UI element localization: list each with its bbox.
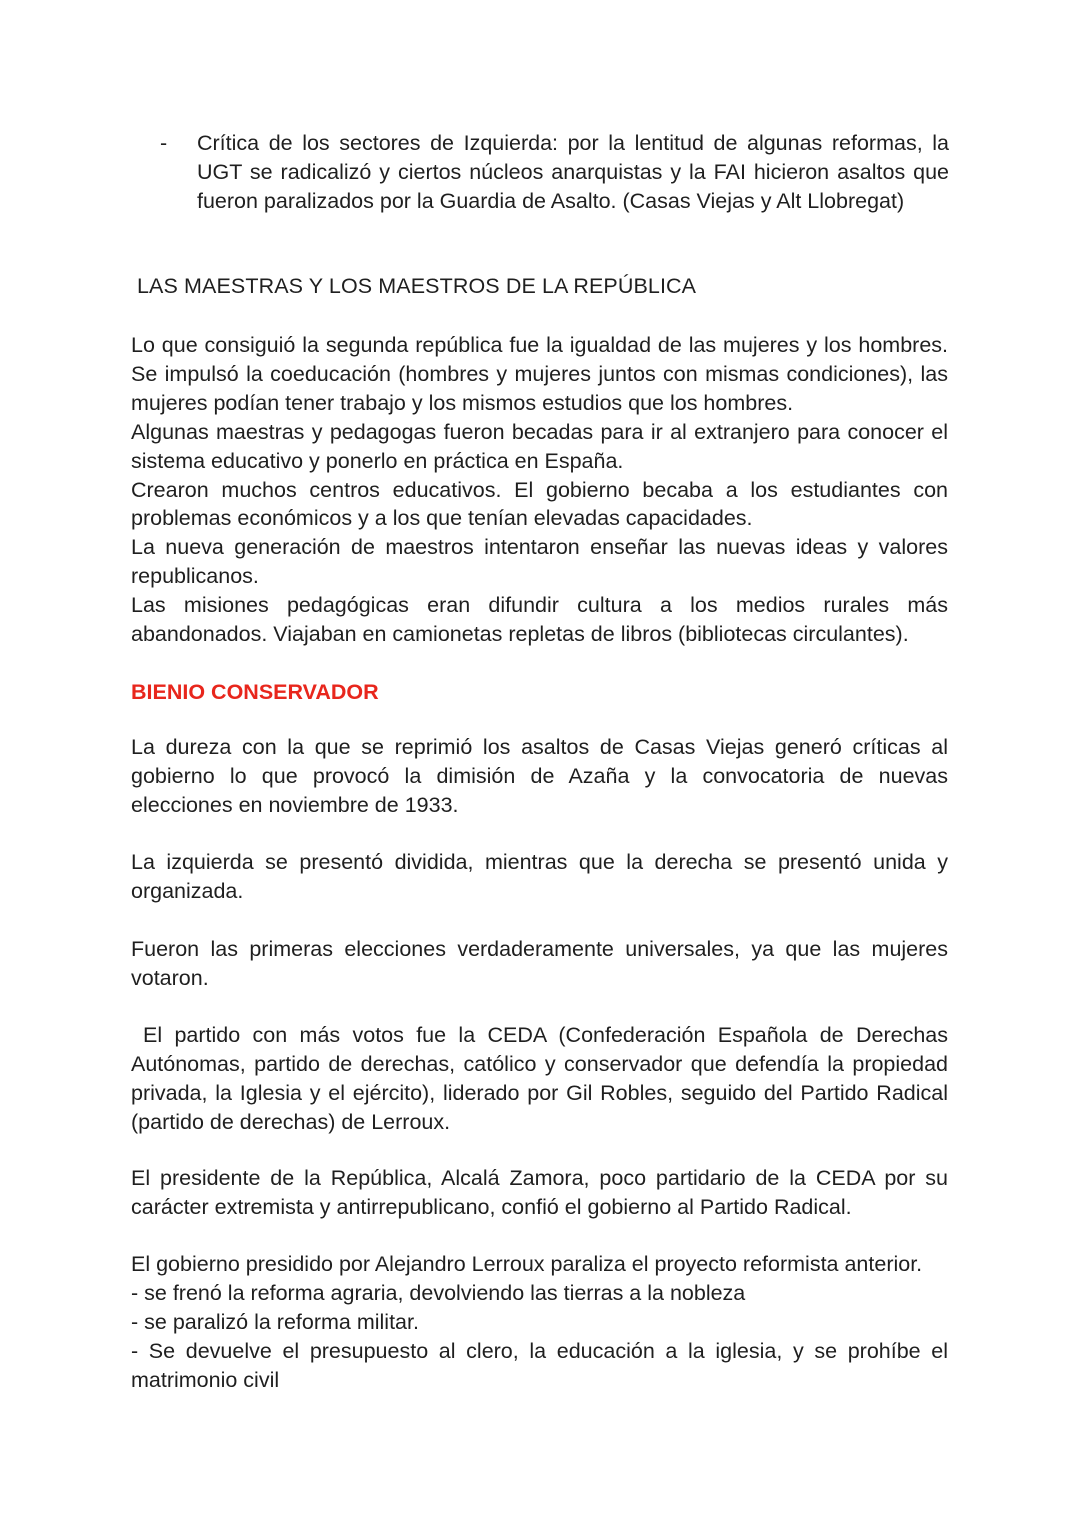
paragraph-presidente xyxy=(131,1164,948,1222)
text-line: El partido con más votos fue la CEDA (Confederación Española de Derechas xyxy=(143,1023,948,1047)
text-line: Crítica de los sectores de Izquierda: por la lentitud de algunas reformas, la xyxy=(197,131,949,155)
paragraph-lerroux xyxy=(131,1250,948,1395)
text-line: Las misiones pedagógicas eran difundir cultura a los medios rurales más xyxy=(131,593,948,618)
text-line: matrimonio civil xyxy=(131,1367,280,1392)
text-line: - se frenó la reforma agraria, devolviendo las tierras a la nobleza xyxy=(131,1280,746,1305)
text-line: mujeres podían tener trabajo y los mismos estudios que los hombres. xyxy=(131,390,794,415)
text-line: organizada. xyxy=(131,878,244,903)
text-line: sistema educativo y ponerlo en práctica en España. xyxy=(131,448,624,473)
paragraph-dureza xyxy=(131,733,948,820)
text-line: La dureza con la que se reprimió los asaltos de Casas Viejas generó críticas al xyxy=(131,735,948,759)
text-line: privada, la Iglesia y el ejército), liderado por Gil Robles, seguido del Partido Radical xyxy=(131,1080,948,1105)
text-line: problemas económicos y a los que tenían elevadas capacidades. xyxy=(131,506,753,531)
section-heading-bienio: BIENIO CONSERVADOR xyxy=(131,680,379,704)
text-line: (partido de derechas) de Lerroux. xyxy=(131,1109,451,1134)
paragraph-maestros xyxy=(131,331,948,649)
text-line: La nueva generación de maestros intentaron enseñar las nuevas ideas y valores xyxy=(131,535,948,560)
text-line: elecciones en noviembre de 1933. xyxy=(131,792,459,817)
text-line: Lo que consiguió la segunda república fue la igualdad de las mujeres y los hombres. xyxy=(131,333,948,357)
bullet-dash: - xyxy=(160,131,168,155)
section-heading-maestros: LAS MAESTRAS Y LOS MAESTROS DE LA REPÚBLICA xyxy=(137,274,697,298)
paragraph-izquierda xyxy=(131,848,948,906)
text-line: fueron paralizados por la Guardia de Asalto. (Casas Viejas y Alt Llobregat) xyxy=(197,188,905,213)
text-line: UGT se radicalizó y ciertos núcleos anarquistas y la FAI hicieron asaltos que xyxy=(197,159,949,184)
paragraph-elecciones xyxy=(131,935,948,993)
text-line: votaron. xyxy=(131,965,209,990)
text-line: - Se devuelve el presupuesto al clero, la educación a la iglesia, y se prohíbe el xyxy=(131,1338,948,1363)
text-line: Fueron las primeras elecciones verdaderamente universales, ya que las mujeres xyxy=(131,937,948,961)
text-line: republicanos. xyxy=(131,564,259,589)
text-line: carácter extremista y antirrepublicano, confió el gobierno al Partido Radical. xyxy=(131,1194,852,1219)
paragraph-ceda xyxy=(131,1021,948,1137)
text-line: Se impulsó la coeducación (hombres y mujeres juntos con mismas condiciones), las xyxy=(131,361,948,386)
text-line: Algunas maestras y pedagogas fueron becadas para ir al extranjero para conocer el xyxy=(131,419,948,444)
text-line: gobierno lo que provocó la dimisión de Azaña y la convocatoria de nuevas xyxy=(131,763,948,788)
text-line: La izquierda se presentó dividida, mientras que la derecha se presentó unida y xyxy=(131,850,948,874)
text-line: - se paralizó la reforma militar. xyxy=(131,1309,419,1334)
text-line: abandonados. Viajaban en camionetas repletas de libros (bibliotecas circulantes). xyxy=(131,622,909,647)
bullet-text xyxy=(197,129,949,216)
text-line: El gobierno presidido por Alejandro Lerroux paraliza el proyecto reformista anterior. xyxy=(131,1252,923,1276)
text-line: Crearon muchos centros educativos. El gobierno becaba a los estudiantes con xyxy=(131,477,948,502)
text-line: Autónomas, partido de derechas, católico y conservador que defendía la propiedad xyxy=(131,1051,948,1076)
text-line: El presidente de la República, Alcalá Zamora, poco partidario de la CEDA por su xyxy=(131,1166,948,1190)
